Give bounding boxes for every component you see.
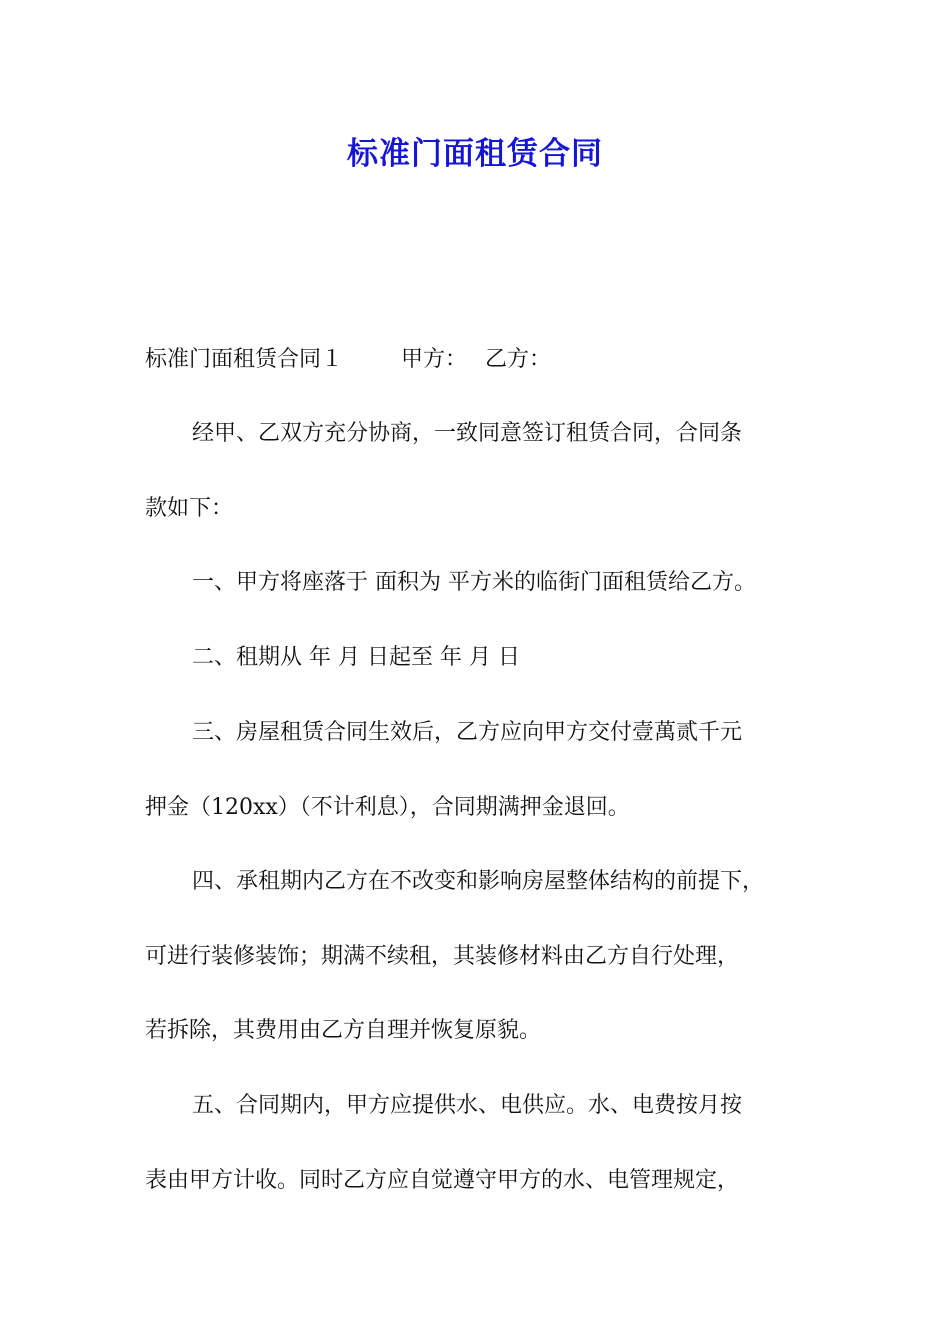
clause-3-cont: 押金（120xx）（不计利息），合同期满押金退回。 bbox=[145, 795, 630, 820]
paragraph-line-intro: 经甲、乙双方充分协商，一致同意签订租赁合同，合同条 bbox=[192, 421, 743, 446]
contract-heading: 标准门面租赁合同１ bbox=[145, 347, 344, 372]
clause-4-cont-2: 若拆除，其费用由乙方自理并恢复原貌。 bbox=[145, 1018, 542, 1043]
clause-4-cont-1: 可进行装修装饰；期满不续租，其装修材料由乙方自行处理， bbox=[145, 944, 740, 969]
clause-2: 二、租期从 年 月 日起至 年 月 日 bbox=[192, 645, 520, 670]
clause-5-cont: 表由甲方计收。同时乙方应自觉遵守甲方的水、电管理规定， bbox=[145, 1168, 740, 1193]
party-a-label: 甲方： bbox=[401, 347, 468, 372]
party-b-label: 乙方： bbox=[485, 347, 552, 372]
clause-5: 五、合同期内，甲方应提供水、电供应。水、电费按月按 bbox=[192, 1093, 743, 1118]
clause-1: 一、甲方将座落于 面积为 平方米的临街门面租赁给乙方。 bbox=[192, 570, 756, 595]
clause-4: 四、承租期内乙方在不改变和影响房屋整体结构的前提下， bbox=[192, 869, 765, 894]
paragraph-line-intro-cont: 款如下： bbox=[145, 496, 234, 521]
document-title: 标准门面租赁合同 bbox=[347, 136, 603, 172]
clause-3: 三、房屋租赁合同生效后，乙方应向甲方交付壹萬贰千元 bbox=[192, 720, 743, 745]
header-line bbox=[145, 345, 551, 375]
